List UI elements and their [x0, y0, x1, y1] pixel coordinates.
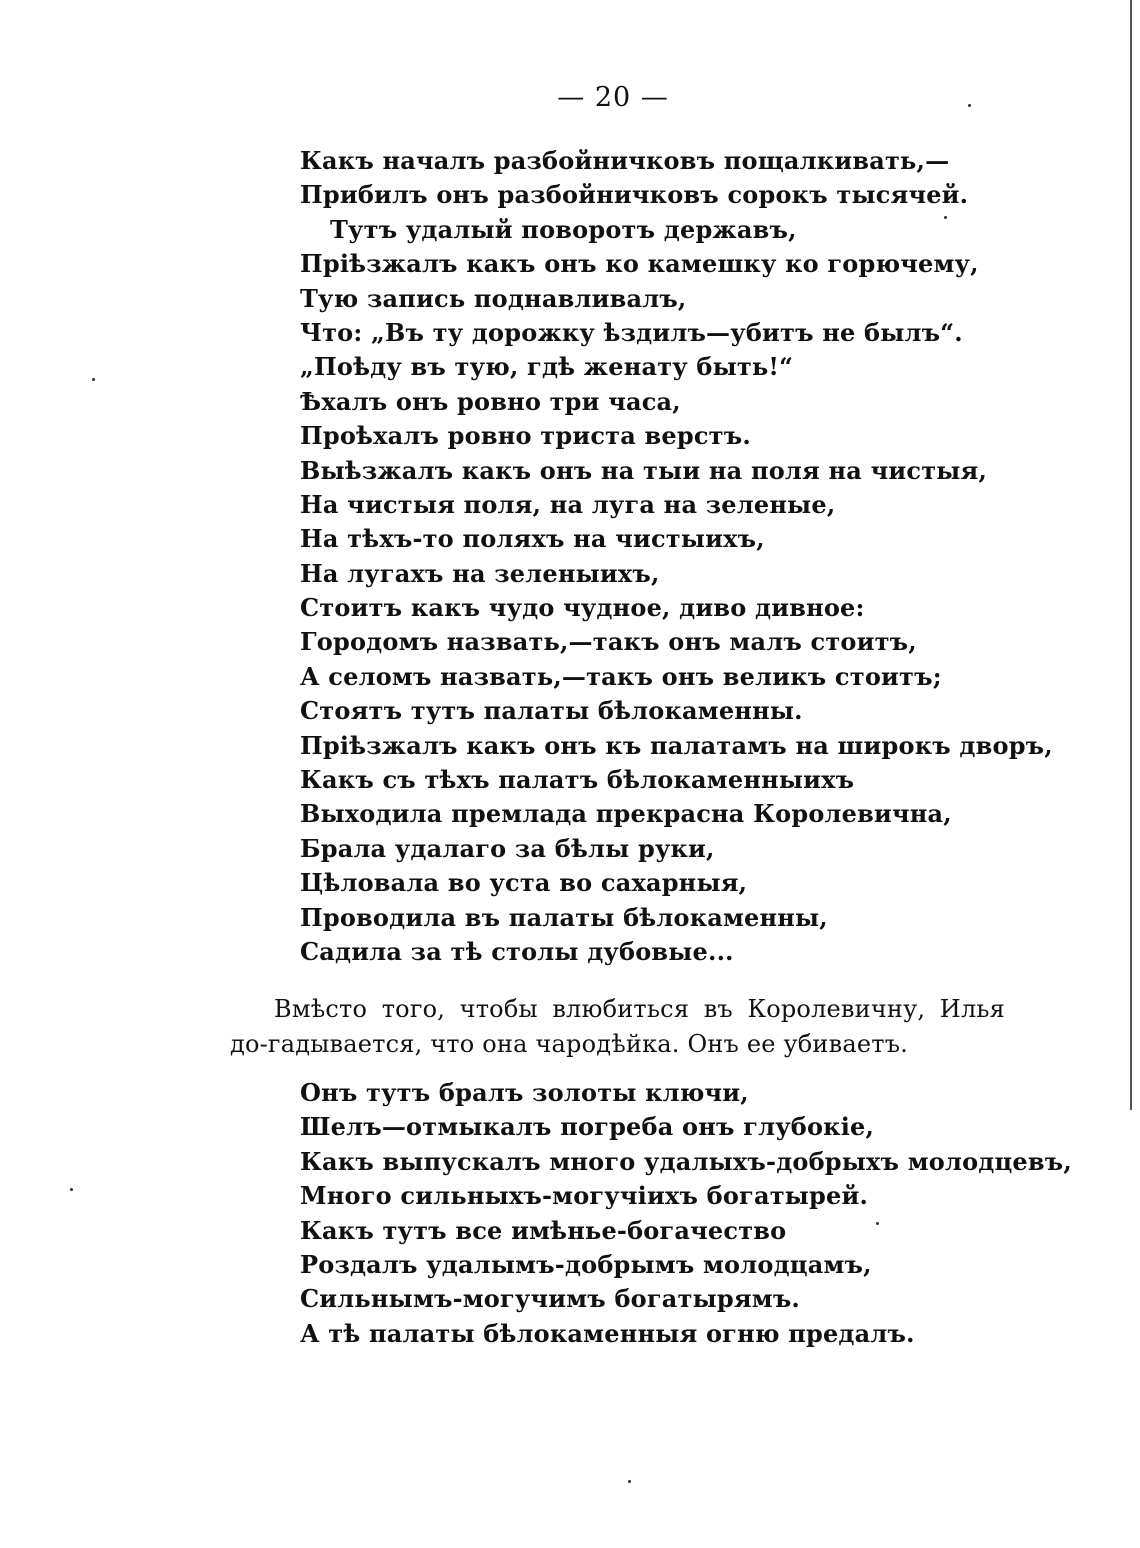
verse-block-2: [300, 1076, 1072, 1351]
verse-line: Какъ выпускалъ много удалыхъ-добрыхъ молодцевъ,: [300, 1146, 1072, 1176]
verse-line: Роздалъ удалымъ-добрымъ молодцамъ,: [300, 1249, 872, 1279]
verse-line: Садила за тѣ столы дубовые...: [300, 936, 734, 966]
verse-line: Много сильныхъ-могучіихъ богатырей.: [300, 1181, 869, 1211]
prose-paragraph: Вмѣсто того, чтобы влюбиться въ Королевичну, Илья до-гадывается, что она чародѣйка. Онъ ее убиваетъ.: [230, 995, 1005, 1058]
verse-line: Сильнымъ-могучимъ богатырямъ.: [300, 1284, 800, 1314]
verse-line: Шелъ—отмыкалъ погреба онъ глубокіе,: [300, 1112, 875, 1142]
verse-line: Что: „Въ ту дорожку ѣздилъ—убитъ не былъ“.: [300, 317, 963, 347]
page-number: — 20 —: [557, 82, 669, 113]
verse-line: Городомъ назвать,—такъ онъ малъ стоитъ,: [300, 627, 917, 657]
page-edge-shadow: [1130, 0, 1132, 1110]
print-speck: [876, 1222, 879, 1225]
verse-line: Ѣхалъ онъ ровно три часа,: [300, 386, 681, 416]
verse-line: Стоитъ какъ чудо чудное, диво дивное:: [300, 593, 865, 623]
verse-line: Цѣловала во уста во сахарныя,: [300, 868, 748, 898]
verse-line: Выѣзжалъ какъ онъ на тыи на поля на чистыя,: [300, 455, 988, 485]
verse-line: На лугахъ на зеленыихъ,: [300, 558, 660, 588]
verse-line: А тѣ палаты бѣлокаменныя огню предалъ.: [300, 1318, 915, 1348]
verse-line: Онъ тутъ бралъ золоты ключи,: [300, 1078, 749, 1107]
verse-line: На тѣхъ-то поляхъ на чистыихъ,: [300, 524, 765, 554]
verse-line: Проѣхалъ ровно триста верстъ.: [300, 421, 751, 451]
verse-line: Пріѣзжалъ какъ онъ ко камешку ко горючему,: [300, 249, 979, 279]
print-speck: [968, 104, 971, 107]
verse-line: Прибилъ онъ разбойничковъ сорокъ тысячей.: [300, 180, 969, 210]
print-speck: [628, 1480, 631, 1483]
verse-line: Какъ съ тѣхъ палатъ бѣлокаменныихъ: [300, 765, 855, 795]
verse-line: На чистыя поля, на луга на зеленые,: [300, 489, 836, 519]
verse-block-1: [300, 144, 1053, 969]
verse-line: Какъ тутъ все имѣнье-богачество: [300, 1215, 787, 1245]
print-speck: [70, 1188, 73, 1191]
verse-line: Стоятъ тутъ палаты бѣлокаменны.: [300, 696, 803, 726]
print-speck: [92, 378, 95, 381]
verse-line: А селомъ назвать,—такъ онъ великъ стоитъ;: [300, 661, 942, 691]
verse-line: Какъ началъ разбойничковъ пощалкивать,—: [300, 146, 950, 175]
verse-line: Тутъ удалый поворотъ державъ,: [330, 214, 797, 244]
verse-line: Брала удалаго за бѣлы руки,: [300, 833, 715, 863]
verse-line: Пріѣзжалъ какъ онъ къ палатамъ на широкъ дворъ,: [300, 730, 1053, 760]
verse-line: Тую запись поднавливалъ,: [300, 283, 687, 313]
print-speck: [944, 216, 947, 219]
verse-line: Выходила премлада прекрасна Королевична,: [300, 799, 952, 829]
verse-line: Проводила въ палаты бѣлокаменны,: [300, 902, 828, 932]
verse-line: „Поѣду въ тую, гдѣ женату быть!“: [300, 352, 794, 382]
